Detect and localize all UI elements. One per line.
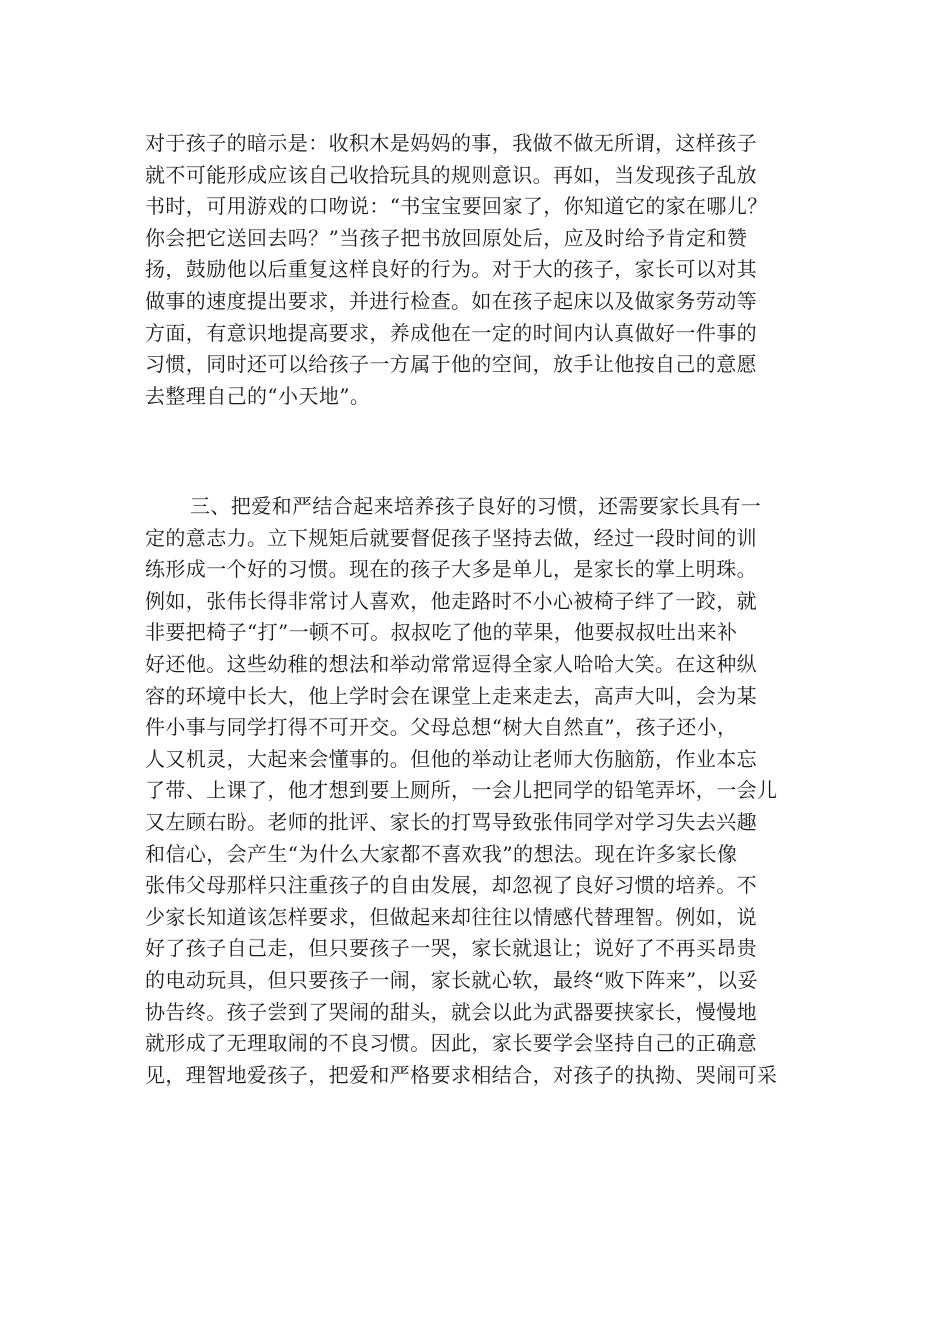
text-line: 又左顾右盼。老师的批评、家长的打骂导致张伟同学对学习失去兴趣 (145, 809, 757, 834)
text-line: 容的环境中长大，他上学时会在课堂上走来走去，高声大叫，会为某 (145, 683, 757, 708)
text-line: 扬，鼓励他以后重复这样良好的行为。对于大的孩子，家长可以对其 (145, 257, 757, 282)
text-line: 对于孩子的暗示是：收积木是妈妈的事，我做不做无所谓，这样孩子 (145, 131, 757, 155)
text-line: 件小事与同学打得不可开交。父母总想“树大自然直”，孩子还小， (145, 715, 738, 740)
text-line: 人又机灵，大起来会懂事的。但他的举动让老师大伤脑筋，作业本忘 (145, 746, 757, 771)
text-line: 例如，张伟长得非常讨人喜欢，他走路时不小心被椅子绊了一跤，就 (145, 588, 757, 613)
text-line: 做事的速度提出要求，并进行检查。如在孩子起床以及做家务劳动等 (145, 288, 757, 313)
text-line: 书时，可用游戏的口吻说：“书宝宝要回家了，你知道它的家在哪儿？ (145, 194, 768, 219)
text-line: 方面，有意识地提高要求，养成他在一定的时间内认真做好一件事的 (145, 320, 757, 345)
paragraph-2 (145, 491, 805, 1091)
paragraph-1 (145, 128, 805, 412)
text-line: 好还他。这些幼稚的想法和举动常常逗得全家人哈哈大笑。在这种纵 (145, 651, 757, 676)
text-line: 张伟父母那样只注重孩子的自由发展，却忽视了良好习惯的培养。不 (145, 873, 757, 898)
text-line: 就形成了无理取闹的不良习惯。因此，家长要学会坚持自己的正确意 (145, 1031, 757, 1056)
text-line: 的电动玩具，但只要孩子一闹，家长就心软，最终“败下阵来”，以妥 (145, 967, 758, 992)
text-line: 了带、上课了，他才想到要上厕所，一会儿把同学的铅笔弄坏，一会儿 (145, 778, 778, 803)
text-line: 去整理自己的“小天地”。 (145, 383, 371, 408)
text-line: 和信心，会产生“为什么大家都不喜欢我”的想法。现在许多家长像 (145, 841, 738, 866)
text-line: 少家长知道该怎样要求，但做起来却往往以情感代替理智。例如，说 (145, 904, 757, 929)
text-line: 定的意志力。立下规矩后就要督促孩子坚持去做，经过一段时间的训 (145, 525, 757, 550)
text-line: 见，理智地爱孩子，把爱和严格要求相结合，对孩子的执拗、哭闹可采 (145, 1062, 778, 1087)
text-line: 就不可能形成应该自己收拾玩具的规则意识。再如，当发现孩子乱放 (145, 162, 757, 187)
text-line: 练形成一个好的习惯。现在的孩子大多是单儿，是家长的掌上明珠。 (145, 557, 757, 582)
text-line: 非要把椅子“打”一顿不可。叔叔吃了他的苹果，他要叔叔吐出来补 (145, 620, 738, 645)
text-line: 好了孩子自己走，但只要孩子一哭，家长就退让；说好了不再买昂贵 (145, 936, 757, 961)
text-line: 你会把它送回去吗？”当孩子把书放回原处后，应及时给予肯定和赞 (145, 225, 748, 250)
text-line-first: 三、把爱和严结合起来培养孩子良好的习惯，还需要家长具有一 (190, 494, 762, 518)
text-line: 协告终。孩子尝到了哭闹的甜头，就会以此为武器要挟家长，慢慢地 (145, 999, 757, 1024)
text-line: 习惯，同时还可以给孩子一方属于他的空间，放手让他按自己的意愿 (145, 352, 757, 377)
